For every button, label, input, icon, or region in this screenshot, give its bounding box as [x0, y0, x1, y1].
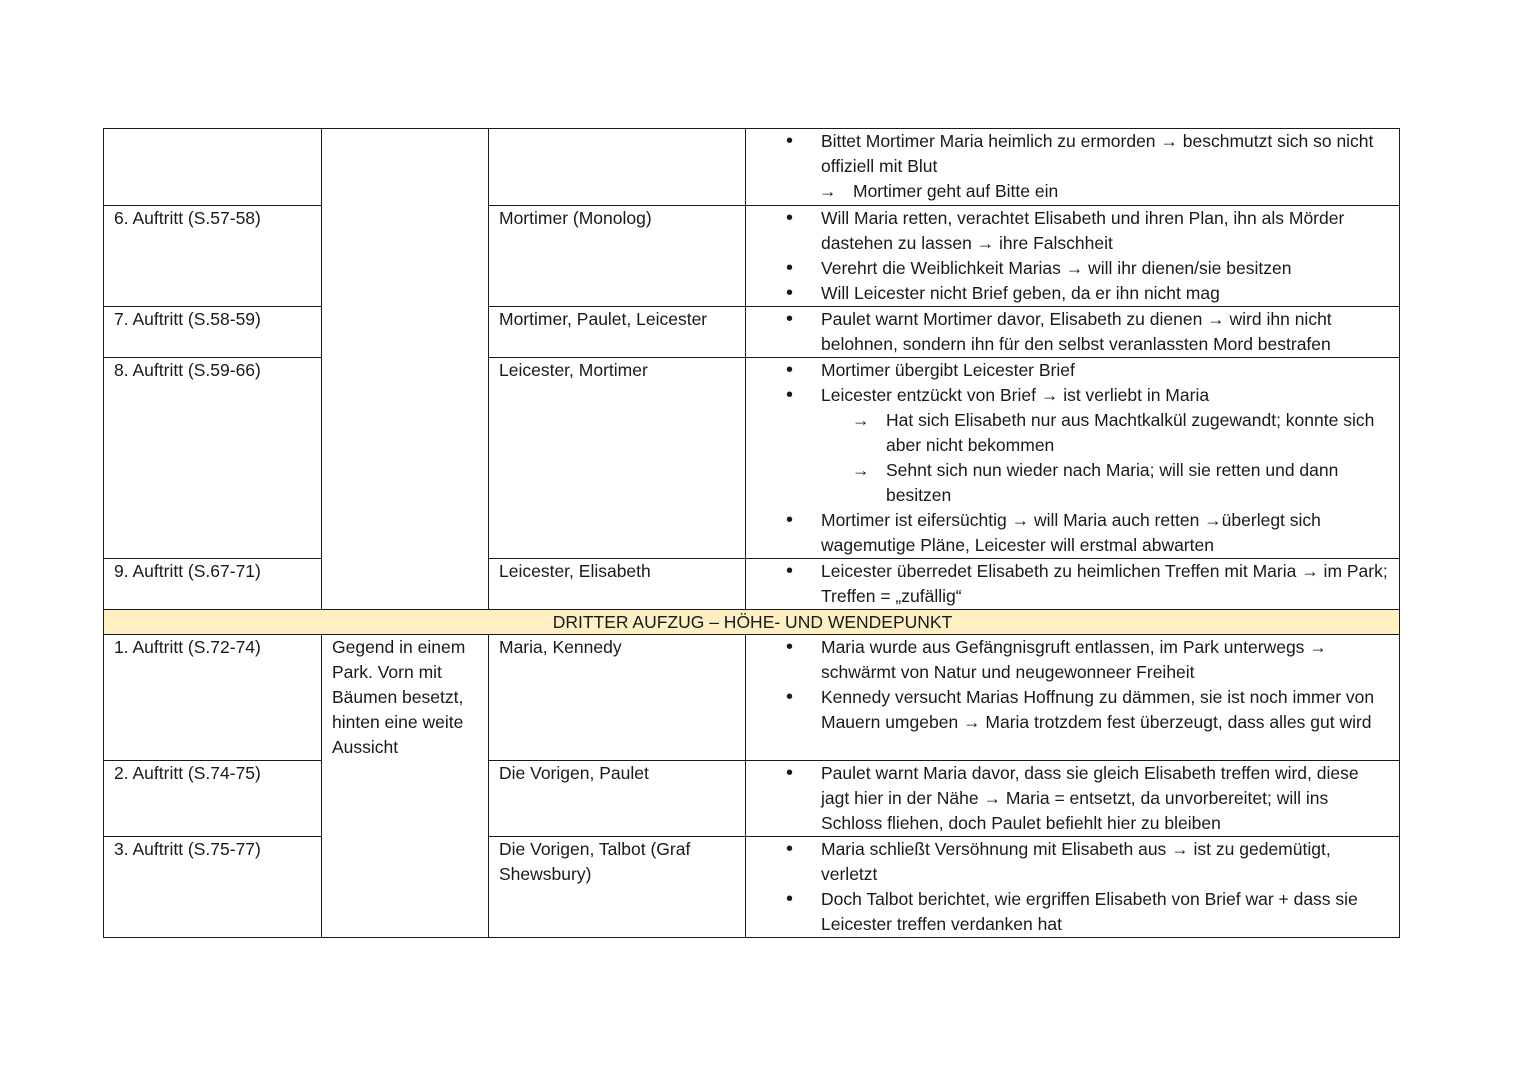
content-cell	[746, 559, 1400, 610]
scene-outline-table	[103, 128, 1400, 938]
content-point	[821, 383, 1391, 508]
content-point: • Mortimer übergibt Leicester Brief	[821, 358, 1391, 383]
sub-point: → Sehnt sich nun wieder nach Maria; will sie retten und dann besitzen	[886, 458, 1391, 508]
content-point: • Will Leicester nicht Brief geben, da er ihn nicht mag	[821, 281, 1391, 306]
sub-point: → Hat sich Elisabeth nur aus Machtkalkül zugewandt; konnte sich aber nicht bekommen	[886, 408, 1391, 458]
table-row	[104, 307, 1400, 358]
content-point-text: Leicester entzückt von Brief → ist verliebt in Maria	[821, 385, 1210, 405]
content-list	[756, 761, 1391, 836]
content-list	[756, 358, 1391, 558]
content-list	[756, 206, 1391, 306]
content-list	[756, 559, 1391, 609]
content-point: • Maria schließt Versöhnung mit Elisabeth aus → ist zu gedemütigt, verletzt	[821, 837, 1391, 887]
table-row	[104, 837, 1400, 938]
table-row	[104, 206, 1400, 307]
content-cell	[746, 358, 1400, 559]
content-list	[756, 635, 1391, 735]
sub-list	[756, 408, 1391, 508]
content-point: • Paulet warnt Maria davor, dass sie gleich Elisabeth treffen wird, diese jagt hier in der Nähe → Maria = entsetzt, da unvorbereitet; will ins Schloss fliehen, doch Paulet befiehlt hier zu bleiben	[821, 761, 1391, 836]
content-cell	[746, 837, 1400, 938]
table-row	[104, 559, 1400, 610]
content-list	[756, 837, 1391, 937]
content-point: • Kennedy versucht Marias Hoffnung zu dämmen, sie ist noch immer von Mauern umgeben → Maria trotzdem fest überzeugt, dass alles gut wird	[821, 685, 1391, 735]
arrow-note-text: → Mortimer geht auf Bitte ein	[853, 179, 1391, 204]
content-point: • Leicester überredet Elisabeth zu heimlichen Treffen mit Maria → im Park; Treffen = „zufällig“	[821, 559, 1391, 609]
content-point: • Will Maria retten, verachtet Elisabeth und ihren Plan, ihn als Mörder dastehen zu lassen → ihre Falschheit	[821, 206, 1391, 256]
scene-cell: 1. Auftritt (S.72-74)	[104, 635, 322, 761]
content-point: • Verehrt die Weiblichkeit Marias → will ihr dienen/sie besitzen	[821, 256, 1391, 281]
content-point: • Paulet warnt Mortimer davor, Elisabeth zu dienen → wird ihn nicht belohnen, sondern ihn für den selbst veranlassten Mord bestrafen	[821, 307, 1391, 357]
persons-cell: Die Vorigen, Talbot (Graf Shewsbury)	[489, 837, 746, 938]
table-row	[104, 358, 1400, 559]
content-point: • Bittet Mortimer Maria heimlich zu ermorden → beschmutzt sich so nicht offiziell mit Blut	[821, 129, 1391, 179]
content-cell	[746, 206, 1400, 307]
persons-cell	[489, 129, 746, 206]
content-cell	[746, 635, 1400, 761]
scene-cell: 8. Auftritt (S.59-66)	[104, 358, 322, 559]
scene-cell: 2. Auftritt (S.74-75)	[104, 761, 322, 837]
table-row	[104, 129, 1400, 206]
content-cell	[746, 129, 1400, 206]
content-cell	[746, 761, 1400, 837]
place-cell	[322, 129, 489, 610]
persons-cell: Leicester, Mortimer	[489, 358, 746, 559]
act-header-row	[104, 610, 1400, 635]
persons-cell: Mortimer, Paulet, Leicester	[489, 307, 746, 358]
scene-cell	[104, 129, 322, 206]
scene-cell: 9. Auftritt (S.67-71)	[104, 559, 322, 610]
arrow-note	[756, 179, 1391, 204]
scene-cell: 6. Auftritt (S.57-58)	[104, 206, 322, 307]
table-row	[104, 761, 1400, 837]
persons-cell: Mortimer (Monolog)	[489, 206, 746, 307]
content-point: • Mortimer ist eifersüchtig → will Maria auch retten →überlegt sich wagemutige Pläne, Leicester will erstmal abwarten	[821, 508, 1391, 558]
content-list	[756, 129, 1391, 179]
content-list	[756, 307, 1391, 357]
table-row	[104, 635, 1400, 761]
persons-cell: Maria, Kennedy	[489, 635, 746, 761]
persons-cell: Die Vorigen, Paulet	[489, 761, 746, 837]
persons-cell: Leicester, Elisabeth	[489, 559, 746, 610]
content-cell	[746, 307, 1400, 358]
scene-cell: 3. Auftritt (S.75-77)	[104, 837, 322, 938]
scene-cell: 7. Auftritt (S.58-59)	[104, 307, 322, 358]
act-header: DRITTER AUFZUG – HÖHE- UND WENDEPUNKT	[104, 610, 1400, 635]
place-cell: Gegend in einem Park. Vorn mit Bäumen besetzt, hinten eine weite Aussicht	[322, 635, 489, 938]
content-point: • Maria wurde aus Gefängnisgruft entlassen, im Park unterwegs → schwärmt von Natur und neugewonneer Freiheit	[821, 635, 1391, 685]
content-point: • Doch Talbot berichtet, wie ergriffen Elisabeth von Brief war + dass sie Leicester treffen verdanken hat	[821, 887, 1391, 937]
